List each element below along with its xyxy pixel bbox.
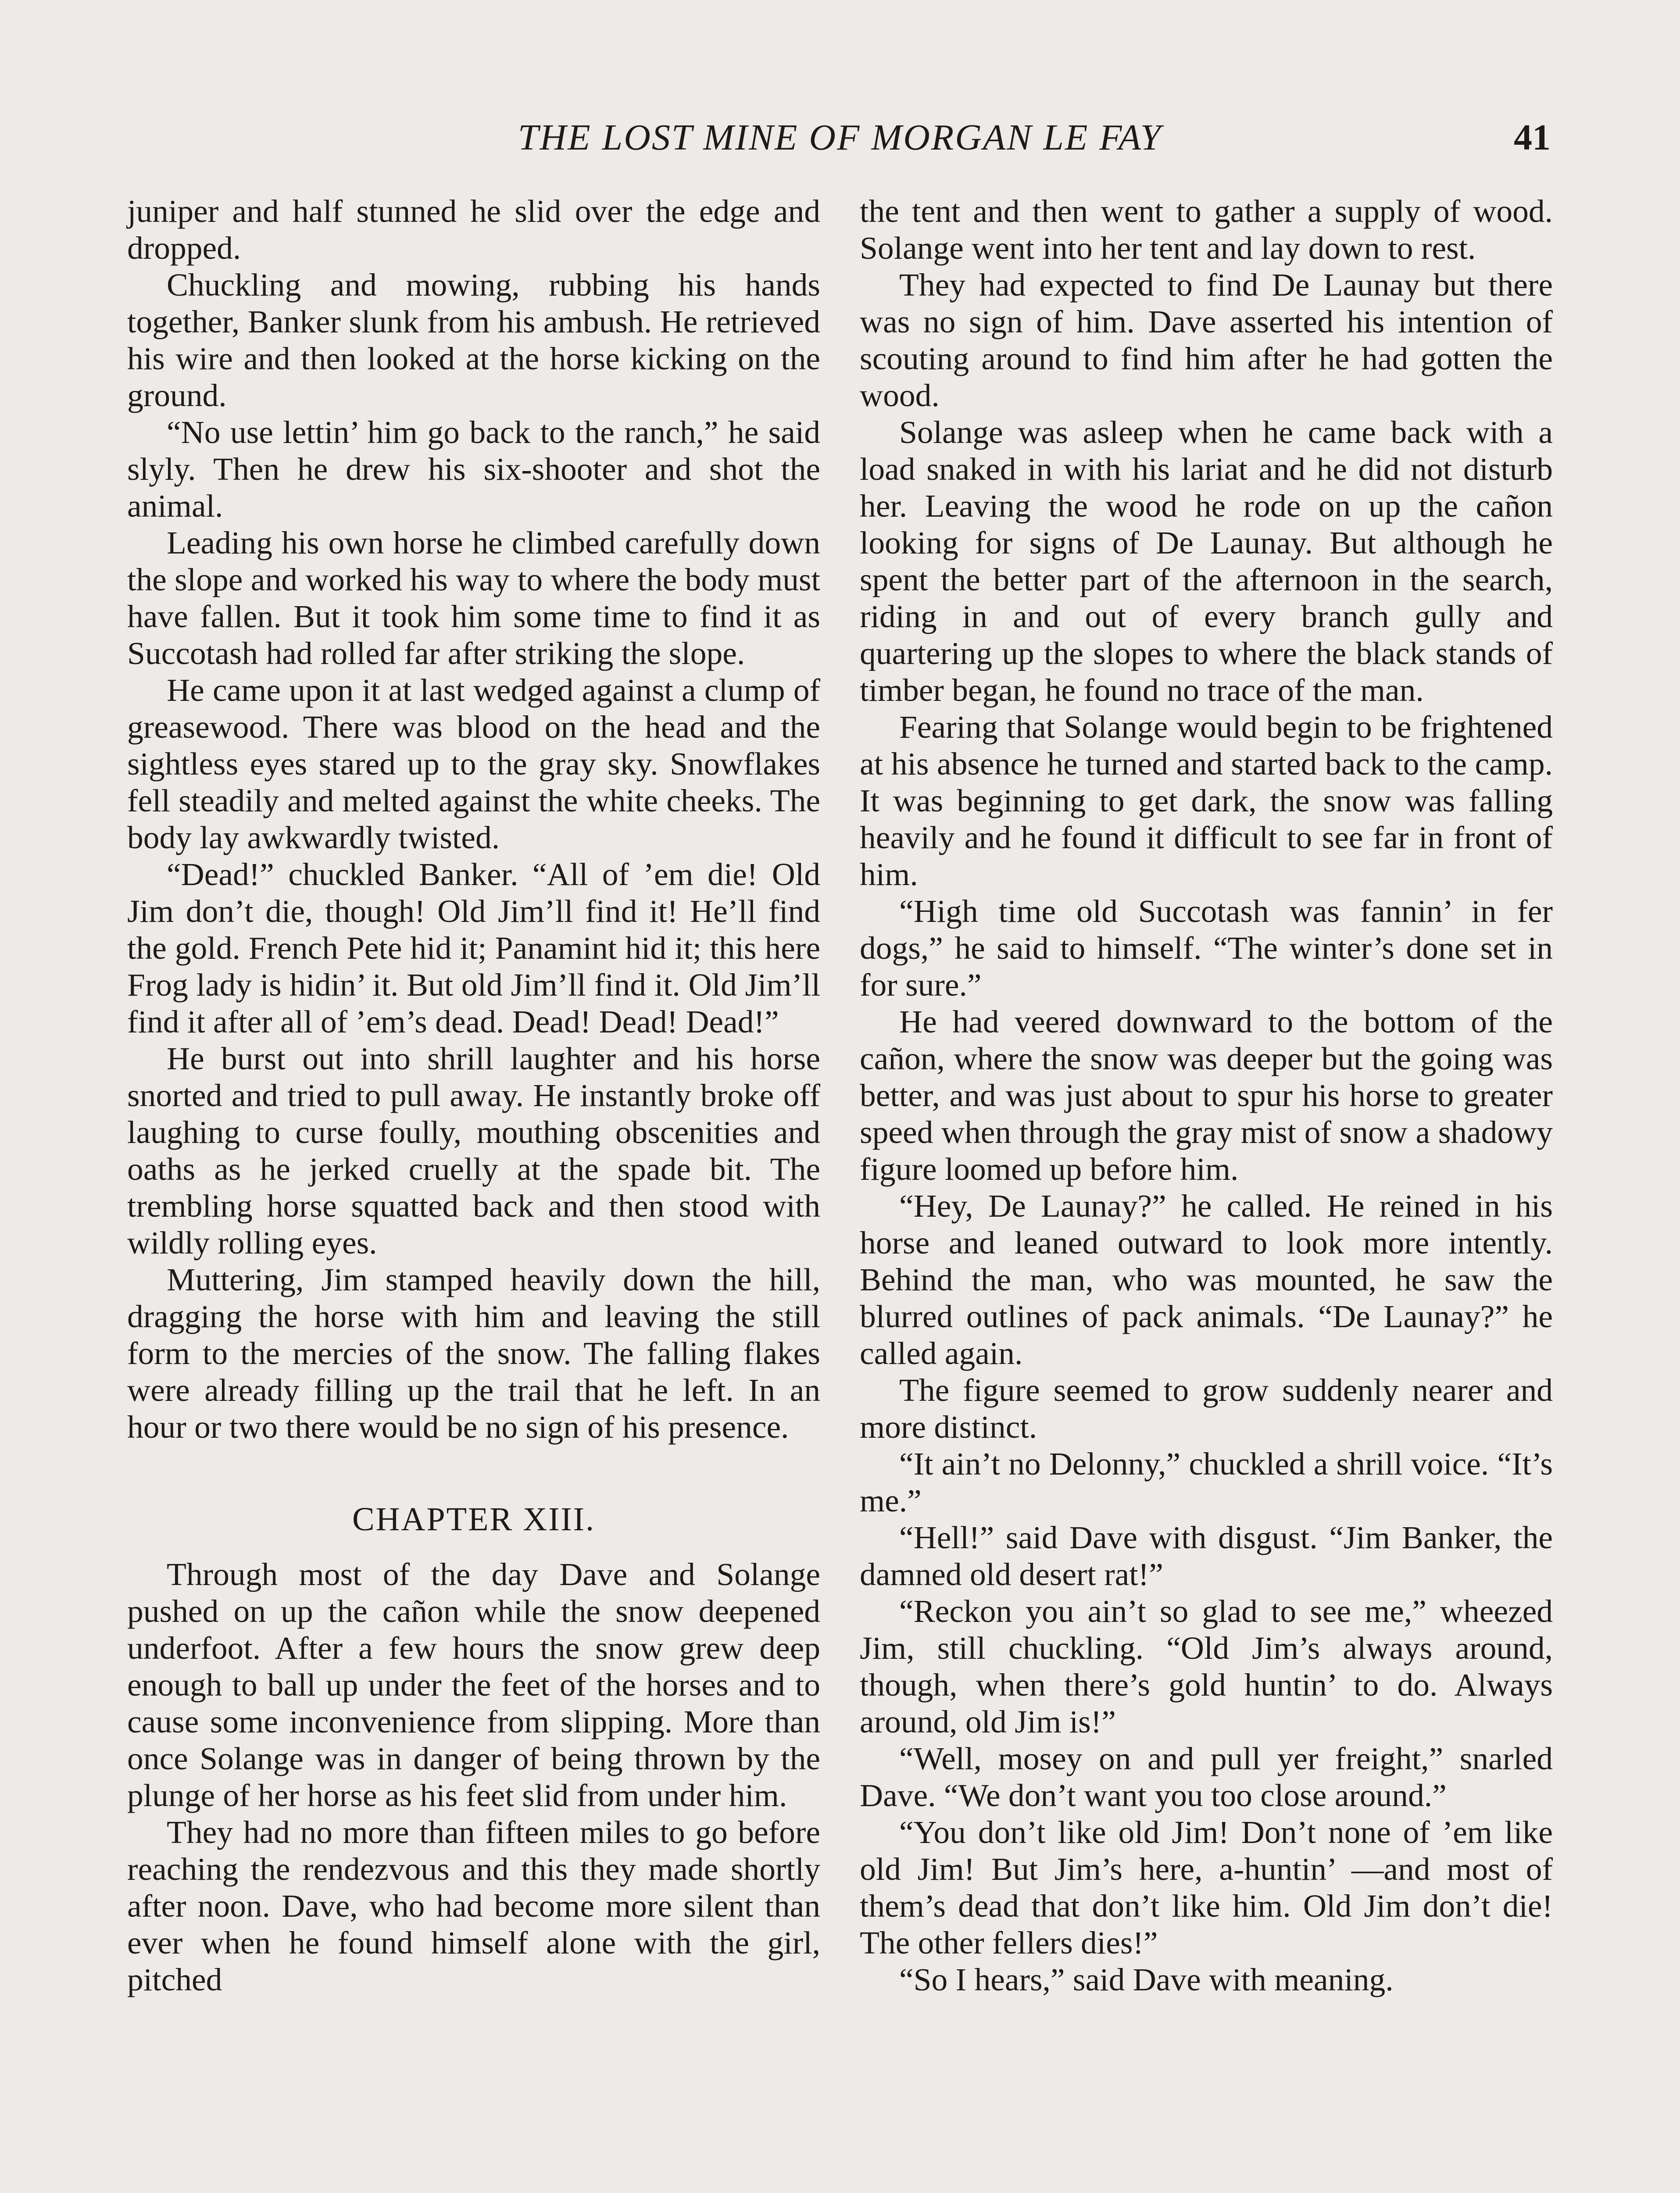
paragraph: Chuckling and mowing, rubbing his hands together, Banker slunk from his ambush. He retrieved his wire and then looked at the horse kicking on the ground. (127, 267, 820, 413)
paragraph: “So I hears,” said Dave with meaning. (899, 1962, 1394, 1997)
paragraph: He burst out into shrill laughter and his horse snorted and tried to pull away. He instantly broke off laughing to curse foully, mouthing obscenities and oaths as he jerked cruelly at the spade bit. The trembling horse squatted back and then stood with wildly rolling eyes. (127, 1041, 820, 1261)
paragraph: They had no more than fifteen miles to go before reaching the rendezvous and this they made shortly after noon. Dave, who had become more silent than ever when he found himself alone with the girl, pitched (127, 1814, 820, 1997)
paragraph: Fearing that Solange would begin to be frightened at his absence he turned and started back to the camp. It was beginning to get dark, the snow was falling heavily and he found it difficult to see far in front of him. (860, 709, 1553, 892)
paragraph: juniper and half stunned he slid over the edge and dropped. (127, 193, 820, 266)
paragraph: “No use lettin’ him go back to the ranch,” he said slyly. Then he drew his six-shooter and shot the animal. (127, 414, 820, 524)
paragraph: He had veered downward to the bottom of the cañon, where the snow was deeper but the going was better, and was just about to spur his horse to greater speed when through the gray mist of snow a shadowy figure loomed up before him. (860, 1004, 1553, 1187)
paragraph: Through most of the day Dave and Solange pushed on up the cañon while the snow deepened underfoot. After a few hours the snow grew deep enough to ball up under the feet of the horses and to cause some inconvenience from slipping. More than once Solange was in danger of being thrown by the plunge of her horse as his feet slid from under him. (127, 1557, 820, 1813)
paragraph: “Hell!” said Dave with disgust. “Jim Banker, the damned old desert rat!” (860, 1520, 1553, 1592)
running-head (129, 116, 1551, 169)
running-title: THE LOST MINE OF MORGAN LE FAY (518, 117, 1162, 158)
paragraph: Muttering, Jim stamped heavily down the hill, dragging the horse with him and leaving the still form to the mercies of the snow. The falling flakes were already filling up the trail that he left. In an hour or two there would be no sign of his presence. (127, 1262, 820, 1445)
paragraph: “Dead!” chuckled Banker. “All of ’em die! Old Jim don’t die, though! Old Jim’ll find it! He’ll find the gold. French Pete hid it; Panamint hid it; this here Frog lady is hidin’ it. But old Jim’ll find it. Old Jim’ll find it after all of ’em’s dead. Dead! Dead! Dead!” (127, 857, 820, 1039)
page-number: 41 (1514, 117, 1551, 158)
paragraph: “Well, mosey on and pull yer freight,” snarled Dave. “We don’t want you too close around.” (860, 1741, 1553, 1813)
paragraph: They had expected to find De Launay but there was no sign of him. Dave asserted his intention of scouting around to find him after he had gotten the wood. (860, 267, 1553, 413)
paragraph: the tent and then went to gather a supply of wood. Solange went into her tent and lay down to rest. (860, 193, 1553, 266)
paragraph: The figure seemed to grow suddenly nearer and more distinct. (860, 1372, 1553, 1445)
paragraph: Leading his own horse he climbed carefully down the slope and worked his way to where the body must have fallen. But it took him some time to find it as Succotash had rolled far after striking the slope. (127, 525, 820, 671)
paragraph: “Reckon you ain’t so glad to see me,” wheezed Jim, still chuckling. “Old Jim’s always around, though, when there’s gold huntin’ to do. Always around, old Jim is!” (860, 1593, 1553, 1739)
chapter-heading: CHAPTER XIII. (352, 1501, 596, 1538)
left-column (127, 193, 820, 1998)
paragraph: “You don’t like old Jim! Don’t none of ’em like old Jim! But Jim’s here, a-huntin’ —and most of them’s dead that don’t like him. Old Jim don’t die! The other fellers dies!” (860, 1814, 1553, 1961)
paragraph: Solange was asleep when he came back with a load snaked in with his lariat and he did not disturb her. Leaving the wood he rode on up the cañon looking for signs of De Launay. But although he spent the better part of the afternoon in the search, riding in and out of every branch gully and quartering up the slopes to where the black stands of timber began, he found no trace of the man. (860, 414, 1553, 708)
paragraph: “It ain’t no Delonny,” chuckled a shrill voice. “It’s me.” (860, 1446, 1553, 1518)
paragraph: “High time old Succotash was fannin’ in fer dogs,” he said to himself. “The winter’s done set in for sure.” (860, 893, 1553, 1003)
paragraph: He came upon it at last wedged against a clump of greasewood. There was blood on the head and the sightless eyes stared up to the gray sky. Snowflakes fell steadily and melted against the white cheeks. The body lay awkwardly twisted. (127, 672, 820, 855)
right-column (860, 193, 1553, 1998)
paragraph: “Hey, De Launay?” he called. He reined in his horse and leaned outward to look more intently. Behind the man, who was mounted, he saw the blurred outlines of pack animals. “De Launay?” he called again. (860, 1188, 1553, 1371)
